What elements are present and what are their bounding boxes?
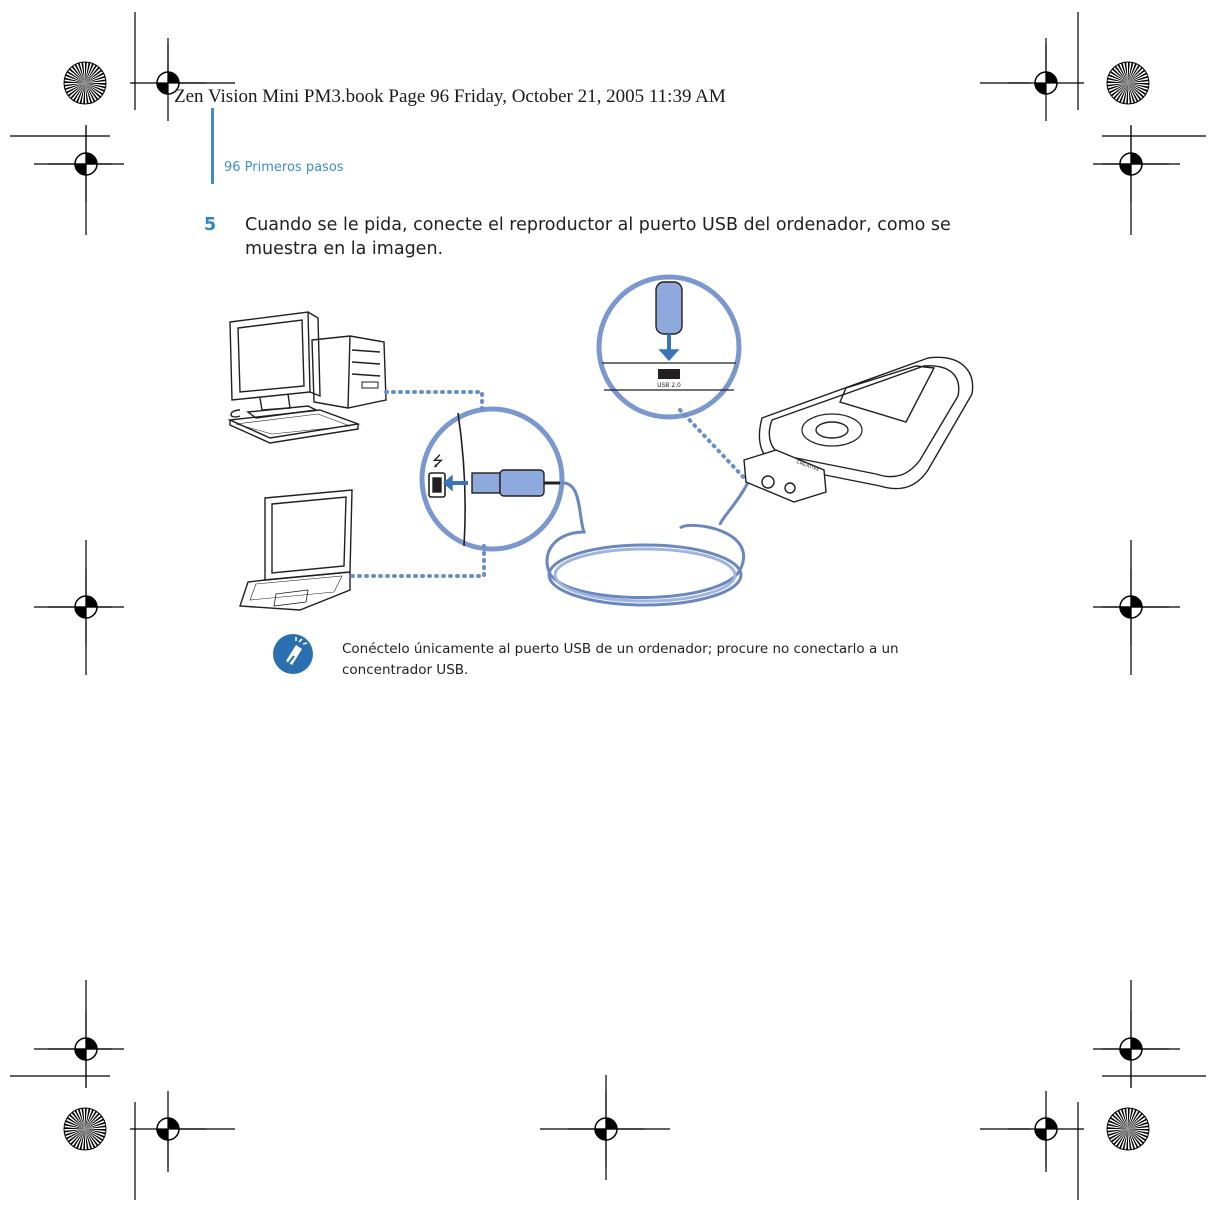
- brand-text: CREATIVE: [795, 459, 821, 474]
- usb-connection-illustration: [200, 270, 980, 620]
- step-text: Cuando se le pida, conecte el reproductor al puerto USB del ordenador, como se muestra en la imagen.: [245, 215, 951, 259]
- header-rule: [211, 108, 214, 184]
- port-label: USB 2.0: [657, 382, 681, 389]
- star-target-icon: [64, 62, 106, 104]
- laptop-computer-icon: [240, 490, 352, 610]
- desktop-computer-icon: [230, 312, 386, 443]
- star-target-icon: [64, 1108, 106, 1150]
- usb-cable: [547, 482, 748, 605]
- note-icon: [272, 633, 314, 675]
- book-slug-line: Zen Vision Mini PM3.book Page 96 Friday, October 21, 2005 11:39 AM: [174, 86, 726, 107]
- mini-usb-plug-detail: [599, 277, 739, 417]
- usb-port-detail: [422, 409, 562, 549]
- star-target-icon: [1107, 1108, 1149, 1150]
- media-player-icon: [744, 357, 973, 502]
- page-header: 96 Primeros pasos: [224, 160, 344, 175]
- note-text: Conéctelo únicamente al puerto USB de un ordenador; procure no conectarlo a un concentrador USB.: [342, 641, 899, 678]
- step-number: 5: [204, 215, 217, 235]
- svg-text:⭍: ⭍: [432, 454, 444, 470]
- star-target-icon: [1107, 62, 1149, 104]
